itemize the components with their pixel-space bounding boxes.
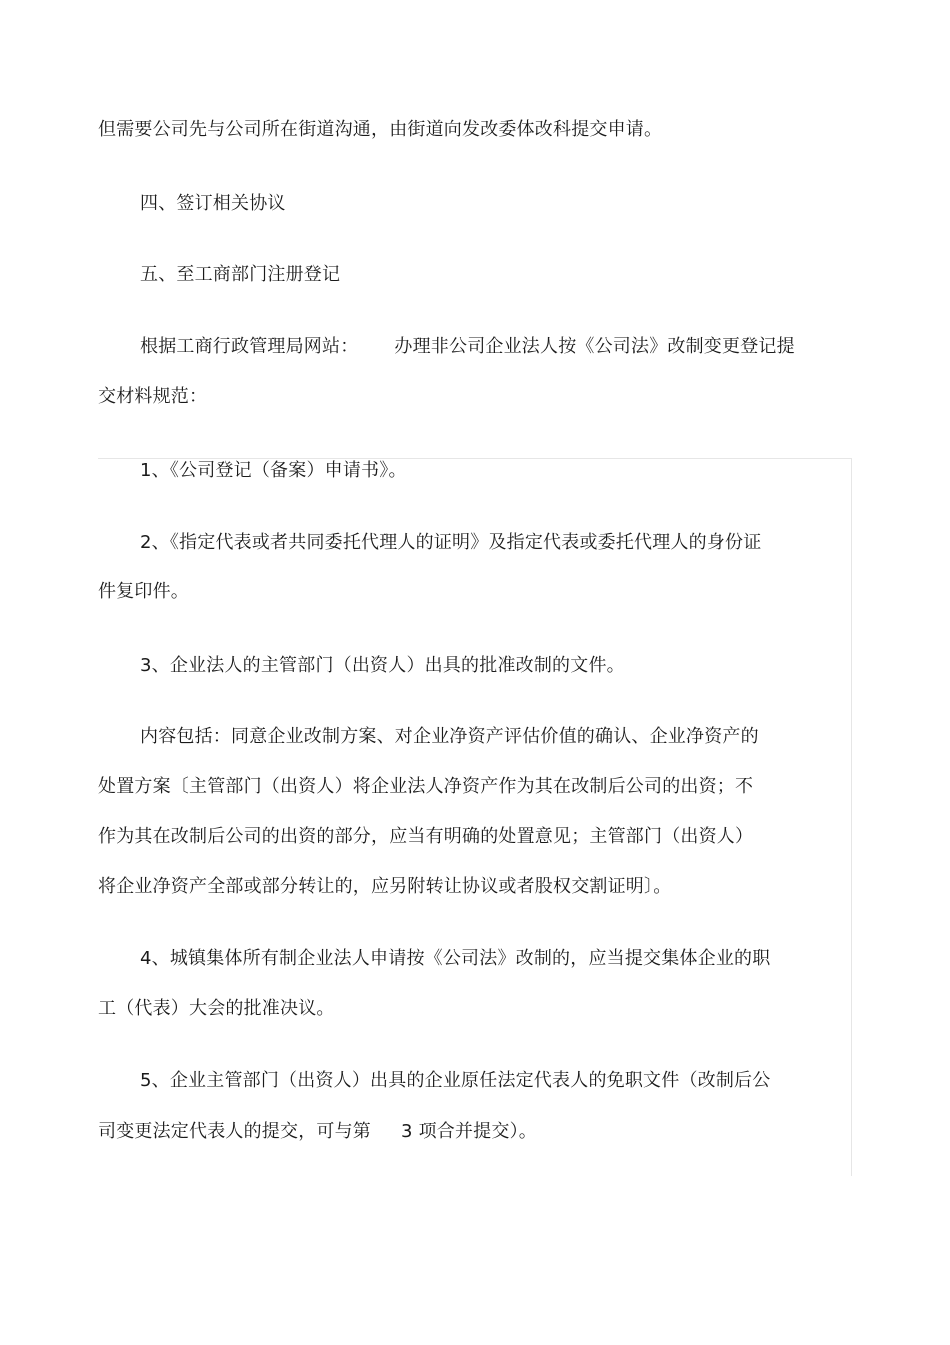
text-segment: 3 项合并提交）。	[401, 1121, 537, 1142]
list-item-3: 3、企业法人的主管部门（出资人）出具的批准改制的文件。	[140, 655, 625, 676]
text-segment: 司变更法定代表人的提交，可与第	[98, 1121, 371, 1142]
text-segment: 根据工商行政管理局网站：	[140, 336, 359, 357]
list-item-4: 4、城镇集体所有制企业法人申请按《公司法》改制的，应当提交集体企业的职	[140, 948, 771, 969]
paragraph-line: 处置方案〔主管部门（出资人）将企业法人净资产作为其在改制后公司的出资；不	[98, 776, 754, 797]
section-heading-4: 四、签订相关协议	[140, 193, 286, 214]
paragraph-line: 但需要公司先与公司所在街道沟通，由街道向发改委体改科提交申请。	[98, 119, 663, 140]
paragraph-line: 交材料规范：	[98, 386, 208, 407]
section-heading-5: 五、至工商部门注册登记	[140, 264, 341, 285]
text-segment: 办理非公司企业法人按《公司法》改制变更登记提	[394, 336, 795, 357]
paragraph-line	[140, 335, 795, 359]
table-frame-right	[851, 458, 852, 1176]
list-item-2: 2、《指定代表或者共同委托代理人的证明》及指定代表或委托代理人的身份证	[140, 532, 762, 553]
paragraph-line: 将企业净资产全部或部分转让的，应另附转让协议或者股权交割证明〕。	[98, 876, 672, 897]
paragraph-line: 作为其在改制后公司的出资的部分，应当有明确的处置意见；主管部门（出资人）	[98, 826, 754, 847]
list-item-5: 5、企业主管部门（出资人）出具的企业原任法定代表人的免职文件（改制后公	[140, 1070, 771, 1091]
list-item-1: 1、《公司登记（备案）申请书》。	[140, 460, 407, 481]
paragraph-line: 件复印件。	[98, 581, 189, 602]
paragraph-line: 工（代表）大会的批准决议。	[98, 998, 335, 1019]
paragraph-line	[98, 1120, 537, 1144]
paragraph-line: 内容包括：同意企业改制方案、对企业净资产评估价值的确认、企业净资产的	[140, 726, 759, 747]
